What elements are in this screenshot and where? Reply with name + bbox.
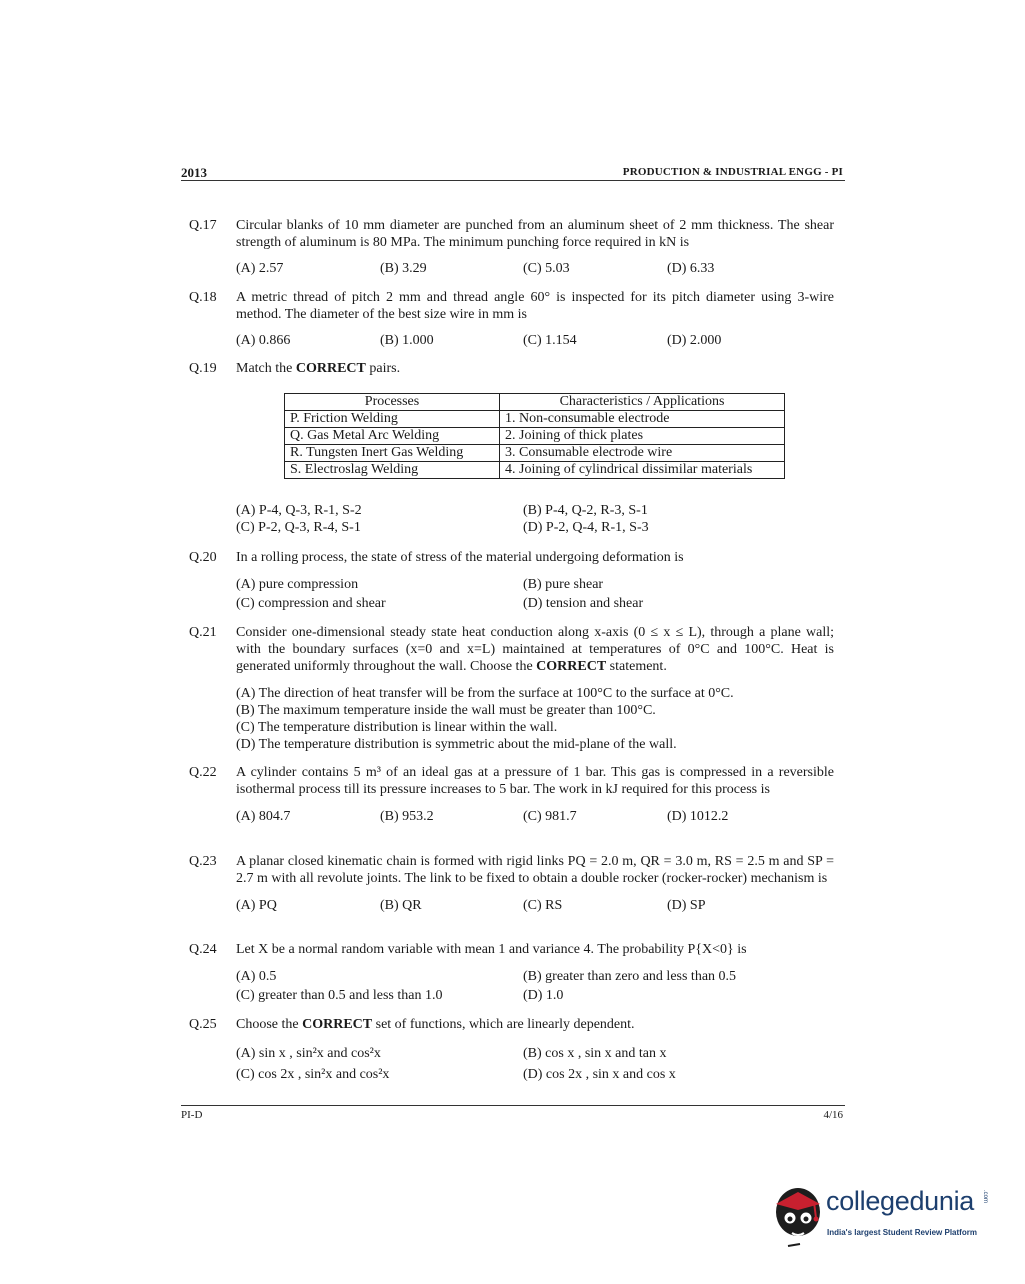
option-a: (A) P-4, Q-3, R-1, S-2: [236, 503, 362, 518]
options-row: [236, 576, 834, 593]
question-17: [189, 217, 834, 277]
text-segment: Consider one-dimensional steady state heat conduction along x-axis (0 ≤ x ≤ L), through a plane wall; with the boundary surfaces (x=0 and x=L) maintained at temperatures of 0°C and 100°C. Heat is generated uniformly throughout the wall. Choose the: [236, 625, 834, 674]
option-a: (A) pure compression: [236, 577, 359, 592]
question-text: [236, 1016, 834, 1033]
options-row: [236, 260, 834, 277]
option-a: (A) 2.57: [236, 261, 284, 276]
table-row: [285, 428, 785, 445]
options-row: [236, 595, 834, 612]
logo-tagline: India's largest Student Review Platform: [827, 1228, 977, 1237]
question-19: [189, 360, 834, 377]
match-table: [284, 393, 785, 479]
logo-wordmark: collegedunia: [826, 1186, 975, 1216]
footer-page-number: 4/16: [823, 1109, 843, 1121]
option-d: (D) SP: [667, 898, 706, 913]
question-text: Circular blanks of 10 mm diameter are punched from an aluminum sheet of 2 mm thickness. The shear strength of aluminum is 80 MPa. The minimum punching force required in kN is: [236, 218, 834, 250]
option-a: (A) The direction of heat transfer will be from the surface at 100°C to the surface at 0°C.: [236, 686, 734, 701]
question-text: A cylinder contains 5 m³ of an ideal gas at a pressure of 1 bar. This gas is compressed in a reversible isothermal process till its pressure increases to 5 bar. The work in kJ required for this process is: [236, 765, 834, 797]
question-22: [189, 764, 834, 825]
option-d: (D) 1.0: [523, 988, 564, 1003]
option-c: (C) RS: [523, 898, 563, 913]
question-number: Q.22: [189, 765, 217, 780]
question-21: [189, 624, 834, 753]
question-24: [189, 941, 834, 1004]
header-title: PRODUCTION & INDUSTRIAL ENGG - PI: [622, 166, 843, 178]
table-cell: 4. Joining of cylindrical dissimilar materials: [500, 462, 785, 479]
mascot-icon: [768, 1178, 826, 1248]
option-d: (D) The temperature distribution is symmetric about the mid-plane of the wall.: [236, 737, 677, 752]
table-row: [285, 411, 785, 428]
options-row: [236, 502, 834, 519]
option-d: (D) tension and shear: [523, 596, 644, 611]
text-segment: set of functions, which are linearly dependent.: [372, 1017, 635, 1032]
options-row: [236, 519, 834, 536]
question-text: [236, 360, 834, 377]
question-number: Q.17: [189, 218, 217, 233]
question-25: [189, 1016, 834, 1083]
text-emphasis: CORRECT: [302, 1017, 373, 1032]
option-d: (D) 2.000: [667, 333, 722, 348]
table-cell: 1. Non-consumable electrode: [500, 411, 785, 428]
text-segment: Choose the: [236, 1017, 303, 1032]
table-cell: 2. Joining of thick plates: [500, 428, 785, 445]
table-header-characteristics: Characteristics / Applications: [500, 394, 785, 411]
table-cell: R. Tungsten Inert Gas Welding: [285, 445, 500, 462]
text-emphasis: CORRECT: [536, 659, 607, 674]
question-19-options: [189, 502, 834, 536]
table-header-processes: Processes: [285, 394, 500, 411]
table-row: [285, 462, 785, 479]
question-number: Q.20: [189, 550, 217, 565]
collegedunia-logo[interactable]: [768, 1178, 990, 1248]
question-18: [189, 289, 834, 349]
option-b: (B) 953.2: [380, 809, 434, 824]
option-a: (A) sin x , sin²x and cos²x: [236, 1046, 381, 1061]
question-23: [189, 853, 834, 914]
question-text: In a rolling process, the state of stress of the material undergoing deformation is: [236, 550, 684, 565]
logo-domain: .com: [982, 1190, 988, 1204]
option-d: (D) cos 2x , sin x and cos x: [523, 1067, 676, 1082]
option-a: (A) 0.5: [236, 969, 277, 984]
text-segment: statement.: [606, 659, 667, 674]
header-rule: [181, 180, 845, 181]
question-number: Q.23: [189, 854, 217, 869]
option-a: (A) 804.7: [236, 809, 291, 824]
options-row: [236, 332, 834, 349]
table-cell: 3. Consumable electrode wire: [500, 445, 785, 462]
option-c: (C) P-2, Q-3, R-4, S-1: [236, 520, 361, 535]
option-a: (A) 0.866: [236, 333, 291, 348]
option-c: (C) cos 2x , sin²x and cos²x: [236, 1067, 390, 1082]
options-list: [236, 685, 834, 753]
option-c: (C) The temperature distribution is linear within the wall.: [236, 720, 558, 735]
options-row: [236, 1066, 834, 1083]
option-d: (D) 6.33: [667, 261, 715, 276]
option-b: (B) QR: [380, 898, 422, 913]
table-cell: Q. Gas Metal Arc Welding: [285, 428, 500, 445]
options-row: [236, 987, 834, 1004]
text-segment: pairs.: [365, 361, 401, 376]
option-b: (B) greater than zero and less than 0.5: [523, 969, 737, 984]
text-segment: Match the: [236, 361, 296, 376]
option-b: (B) pure shear: [523, 577, 604, 592]
question-number: Q.18: [189, 290, 217, 305]
option-b: (B) 3.29: [380, 261, 427, 276]
option-b: (B) P-4, Q-2, R-3, S-1: [523, 503, 648, 518]
option-b: (B) 1.000: [380, 333, 434, 348]
options-row: [236, 968, 834, 985]
question-number: Q.19: [189, 361, 217, 376]
options-row: [236, 897, 834, 914]
option-c: (C) 1.154: [523, 333, 577, 348]
question-number: Q.25: [189, 1017, 217, 1032]
footer-code: PI-D: [181, 1109, 203, 1121]
footer-rule: [181, 1105, 845, 1106]
question-20: [189, 549, 834, 612]
option-d: (D) P-2, Q-4, R-1, S-3: [523, 520, 649, 535]
option-a: (A) PQ: [236, 898, 277, 913]
options-row: [236, 1045, 834, 1062]
question-text: Let X be a normal random variable with mean 1 and variance 4. The probability P{X<0} is: [236, 942, 747, 957]
question-text: A planar closed kinematic chain is formed with rigid links PQ = 2.0 m, QR = 3.0 m, RS = 2.5 m and SP = 2.7 m with all revolute joints. The link to be fixed to obtain a double rocker (rocker-rocker) mechanism is: [236, 854, 834, 886]
question-number: Q.21: [189, 625, 217, 640]
options-row: [236, 808, 834, 825]
option-d: (D) 1012.2: [667, 809, 729, 824]
table-cell: S. Electroslag Welding: [285, 462, 500, 479]
table-cell: P. Friction Welding: [285, 411, 500, 428]
option-c: (C) 5.03: [523, 261, 570, 276]
option-c: (C) greater than 0.5 and less than 1.0: [236, 988, 443, 1003]
question-text: [236, 624, 834, 675]
table-header-row: [285, 394, 785, 411]
option-b: (B) The maximum temperature inside the wall must be greater than 100°C.: [236, 703, 656, 718]
table-row: [285, 445, 785, 462]
header-year: 2013: [181, 165, 207, 180]
option-c: (C) 981.7: [523, 809, 577, 824]
option-b: (B) cos x , sin x and tan x: [523, 1046, 667, 1061]
text-emphasis: CORRECT: [295, 361, 366, 376]
option-c: (C) compression and shear: [236, 596, 386, 611]
question-number: Q.24: [189, 942, 217, 957]
question-text: A metric thread of pitch 2 mm and thread angle 60° is inspected for its pitch diameter using 3-wire method. The diameter of the best size wire in mm is: [236, 290, 834, 322]
